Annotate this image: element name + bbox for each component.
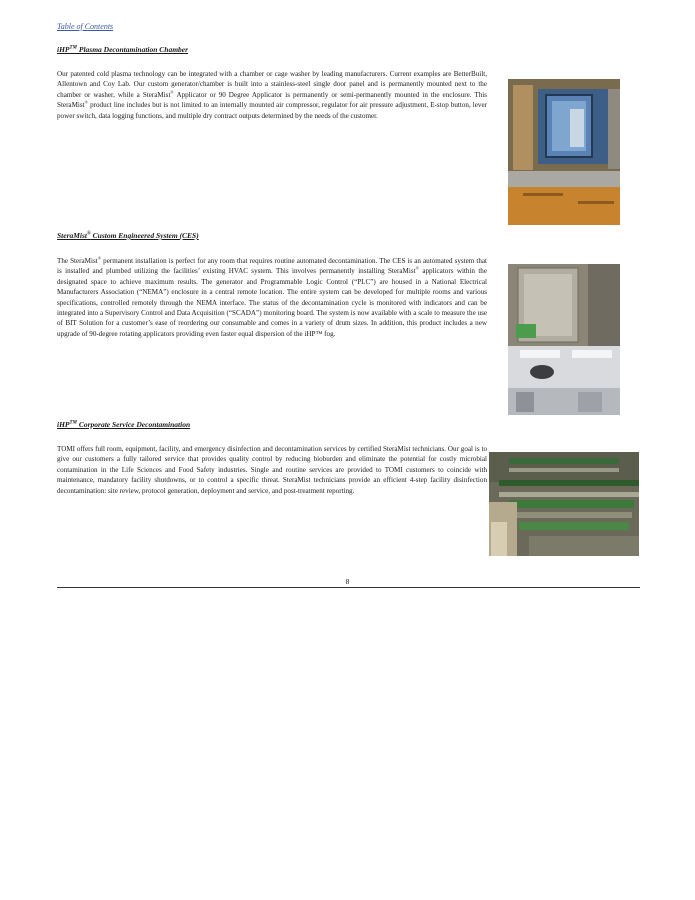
registered-mark: ® [170, 89, 174, 95]
body-text: TOMI offers full room, equipment, facility, and emergency disinfection and decontamination services by certified SteraMist technicians. Our goal is to give our customers a fully tailored service that provides quality control by reducing bioburden and eliminate the potential for costly microbial contamination in the Life Sciences and Food Safety industries. Single and routine services are provided to TOMI customers to coincide with maintenance, mandatory facility shutdowns, or to control a specific threat. SteraMist technicians provide an efficient 4-step facility disinfection decontamination: site review, protocol generation, deployment and service, and post-treatment reporting. [57, 445, 487, 495]
section-heading-plasma-chamber [57, 45, 188, 54]
heading-text: Corporate Service Decontamination [77, 420, 191, 429]
registered-mark: ® [84, 99, 89, 105]
section-heading-corporate-service [57, 420, 190, 429]
body-text: Applicator or 90 Degree Applicator is permanently or semi-permanently mounted in the enclosure. This SteraMist [57, 90, 487, 110]
body-text: Our patented cold plasma technology can be integrated with a chamber or cage washer by leading manufacturers. Current examples are BetterBuilt, Allentown and Coy Lab. Our custom generator/chamber is built into a stainless-steel single door panel and is permanently mounted next to the chamber or washer, while a SteraMist [57, 70, 487, 99]
section-body [57, 444, 487, 496]
decontamination-chamber-photo [508, 79, 620, 225]
registered-mark: ® [415, 266, 419, 272]
heading-sup: ® [87, 231, 91, 237]
page-number: 8 [345, 577, 350, 586]
body-text: applicators within the designated space to achieve maximum results. The generator and Programmable Logic Control (“PLC”) are housed in a National Electrical Manufacturers Association (“NEMA”) enclosure in a central remote location. The entire system can be developed for multiple rooms and various specifications, controlled remotely through the NEMA interface. The status of the decontamination cycle is monitored with indicators and can be integrated into a Supervisory Control and Data Acquisition (“SCADA”) monitoring board. The system is now available with a scale to measure the use of BIT Solution for a customer’s ease of reordering our consumable and comes in a variety of drum sizes. In addition, this product includes a new upgrade of 90-degree rotating applicators providing even faster equal dispersion of the iHP™ fog. [57, 267, 487, 338]
registered-mark: ® [97, 255, 102, 261]
heading-text: Custom Engineered System (CES) [90, 231, 199, 240]
heading-sup: TM [69, 45, 77, 51]
corporate-service-photo [489, 452, 639, 556]
custom-engineered-system-photo [508, 264, 620, 415]
heading-text: iHP [57, 45, 70, 54]
heading-sup: TM [69, 420, 77, 426]
section-body [57, 256, 487, 339]
section-heading-ces [57, 231, 199, 240]
heading-text: SteraMist [57, 231, 88, 240]
footer-rule [57, 587, 640, 588]
section-body [57, 69, 487, 121]
body-text: permanent installation is perfect for any room that requires routine automated decontamination. The CES is an automated system that is installed and plumbed utilizing the facilities’ existing HVAC system. This involves permanently installing SteraMist [57, 257, 488, 276]
heading-text: iHP [57, 420, 70, 429]
table-of-contents-link[interactable]: Table of Contents [57, 22, 114, 31]
body-text: The SteraMist [57, 257, 98, 265]
heading-text: Plasma Decontamination Chamber [77, 45, 189, 54]
body-text: product line includes but is not limited to an internally mounted air compressor, regulator for air pressure adjustment, E-stop button, lever power switch, data logging functions, and multiple dry contract outputs determined by the needs of the customer. [57, 101, 487, 120]
